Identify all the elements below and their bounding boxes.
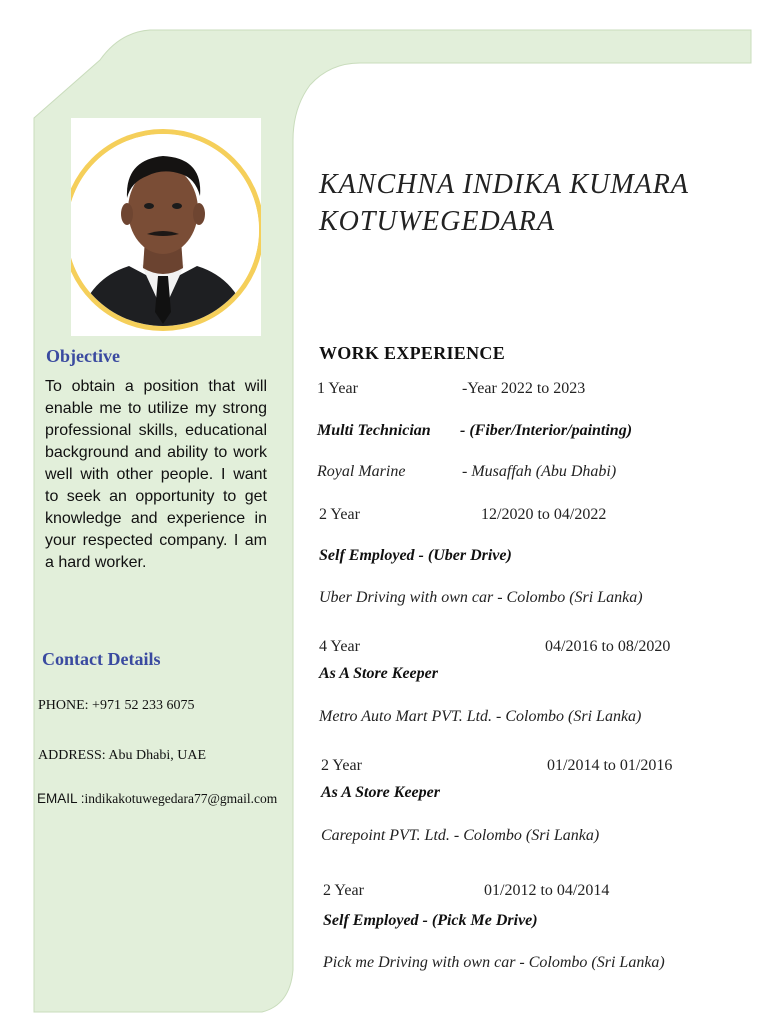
email-label: EMAIL : <box>37 791 85 806</box>
job-duration: 2 Year <box>321 757 362 774</box>
email-value: indikakotuwegedara77@gmail.com <box>84 791 278 806</box>
profile-photo-ring <box>71 129 261 331</box>
job-period: 01/2014 to 01/2016 <box>547 757 673 774</box>
job-title: As A Store Keeper <box>321 784 440 801</box>
job-location: - Musaffah (Abu Dhabi) <box>462 463 617 480</box>
job-employer: Royal Marine <box>317 463 406 480</box>
candidate-name <box>319 166 739 240</box>
job-period: 01/2012 to 04/2014 <box>484 882 610 899</box>
name-line-2: KOTUWEGEDARA <box>319 206 555 237</box>
contact-email <box>37 791 277 807</box>
job-employer: Carepoint PVT. Ltd. - Colombo (Sri Lanka) <box>321 827 600 844</box>
objective-text: To obtain a position that will enable me to utilize my strong professional skills, educational background and ability to work well with other people. I want to seek an opportunity to get knowledge and experience in your respected company. I am a hard worker. <box>45 378 267 571</box>
job-title: Self Employed - (Pick Me Drive) <box>323 912 538 929</box>
job-period: -Year 2022 to 2023 <box>462 380 586 397</box>
profile-photo-frame <box>71 118 261 336</box>
job-title: As A Store Keeper <box>319 665 438 682</box>
job-employer: Metro Auto Mart PVT. Ltd. - Colombo (Sri Lanka) <box>319 708 642 725</box>
contact-address: ADDRESS: Abu Dhabi, UAE <box>38 748 207 763</box>
job-period: 12/2020 to 04/2022 <box>481 506 607 523</box>
job-period: 04/2016 to 08/2020 <box>545 638 671 655</box>
job-duration: 2 Year <box>319 506 360 523</box>
objective-heading: Objective <box>46 346 120 366</box>
job-employer: Pick me Driving with own car - Colombo (Sri Lanka) <box>323 954 665 971</box>
job-duration: 4 Year <box>319 638 360 655</box>
profile-photo <box>71 134 259 326</box>
job-title: Self Employed - (Uber Drive) <box>319 547 512 564</box>
job-duration: 2 Year <box>323 882 364 899</box>
job-title: Multi Technician <box>317 422 431 439</box>
job-employer: Uber Driving with own car - Colombo (Sri Lanka) <box>319 589 643 606</box>
job-duration: 1 Year <box>317 380 358 397</box>
contact-phone: PHONE: +971 52 233 6075 <box>38 698 195 713</box>
name-line-1: KANCHNA INDIKA KUMARA <box>319 169 689 200</box>
contact-heading: Contact Details <box>42 649 161 669</box>
job-title-detail: - (Fiber/Interior/painting) <box>460 422 633 439</box>
work-experience-heading: WORK EXPERIENCE <box>319 343 506 363</box>
